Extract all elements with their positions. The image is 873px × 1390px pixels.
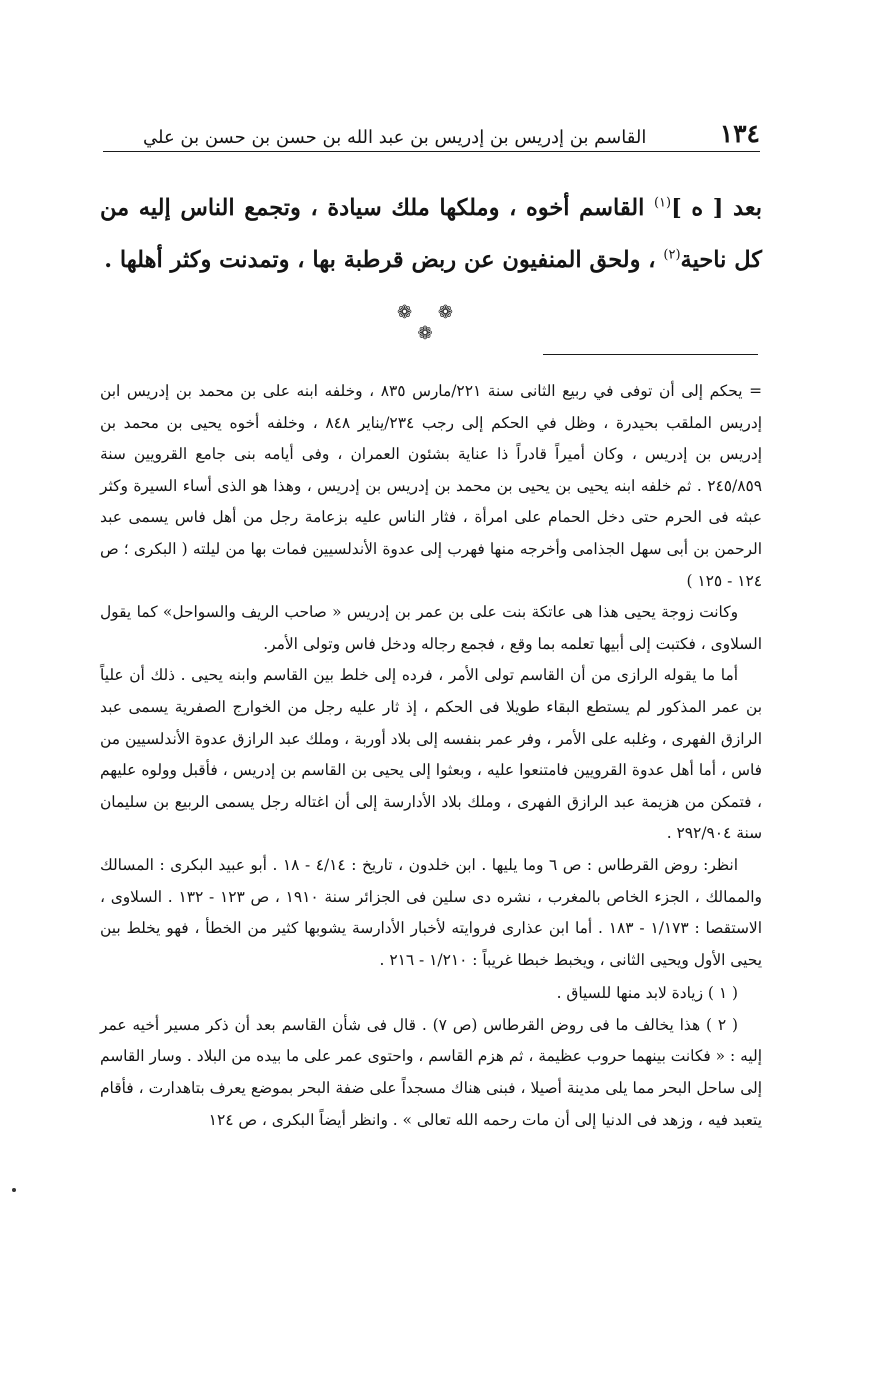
footnote-continuation-1: = يحكم إلى أن توفى في ربيع الثانى سنة ٢٢١/مارس ٨٣٥ ، وخلفه ابنه على بن محمد بن إدريس ابن إدريس الملقب بحيدرة ، وظل في الحكم إلى رجب ٢٣٤/يناير ٨٤٨ ، وخلفه أخوه يحيى بن محمد بن إدريس بن إدريس ، وكان أميراً قادراً ذا عناية بشئون العمران ، وفى أيامه بنى جامع القرويين سنة ٢٤٥/٨٥٩ . ثم خلفه ابنه يحيى بن يحيى بن محمد بن إدريس بن إدريس ، وهذا هو الذى أساء السيرة وكثر عبثه فى الحرم حتى دخل الحمام على امرأة ، فثار الناس عليه بزعامة رجل من أهل فاس يسمى عبد الرحمن بن أبى سهل الجذامى وأخرجه منها فهرب إلى عدوة الأندلسيين فمات بها من ليلته ( البكرى ؛ ص ١٢٤ - ١٢٥ ) xyxy=(100,382,762,590)
page-number: ١٣٤ xyxy=(719,119,760,148)
main-text-before: بعد [ ه ] xyxy=(671,195,762,221)
footnote-ref-1: (١) xyxy=(653,195,672,211)
footnote-2: ( ٢ ) هذا يخالف ما فى روض القرطاس (ص ٧) . قال فى شأن القاسم بعد أن ذكر مسير أخيه عمر إليه : « فكانت بينهما حروب عظيمة ، ثم هزم القاسم ، واحتوى عمر على ما بيده من البلاد . وسار القاسم إلى ساحل البحر مما يلى مدينة أصيلا ، فبنى هناك مسجداً على ضفة البحر بموضع يعرف بتاهدارت ، فأقام يتعبد فيه ، وزهد فى الدنيا إلى أن مات رحمه الله تعالى » . وانظر أيضاً البكرى ، ص ١٢٤ xyxy=(100,1015,762,1129)
main-text xyxy=(100,182,762,286)
page-header xyxy=(103,114,760,148)
section-ornament: ❁ ❁ ❁ xyxy=(397,302,463,344)
running-title: القاسم بن إدريس بن إدريس بن عبد الله بن حسن بن حسن بن علي xyxy=(143,127,647,148)
footnote-references: انظر: روض القرطاس : ص ٦ وما يليها . ابن خلدون ، تاريخ : ٤/١٤ - ١٨ . أبو عبيد البكرى : المسالك والممالك ، الجزء الخاص بالمغرب ، نشره دى سلين فى الجزائر سنة ١٩١٠ ، ص ١٢٣ - ١٣٢ . السلاوى ، الاستقصا : ١/١٧٣ - ١٨٣ . أما ابن عذارى فروايته لأخبار الأدارسة يشوبها كثير من الخطأ ، فهو يخلط بين يحيى الأول ويحيى الثانى ، ويخبط خبطا غريباً : ١/٢١٠ - ٢١٦ . xyxy=(100,855,762,969)
margin-speck xyxy=(12,1188,16,1192)
footnote-continuation-3: أما ما يقوله الرازى من أن القاسم تولى الأمر ، فرده إلى خلط بين القاسم وابنه يحيى . ذلك أن علياً بن عمر المذكور لم يستطع البقاء طويلا فى الحكم ، إذ ثار عليه رجل من الخوارج الصفرية يسمى عبد الرازق الفهرى ، وغلبه على الأمر ، وفر عمر بنفسه إلى بلاد أوربة ، وملك عبد الرازق عدوة الأندلسيين من فاس ، أما أهل عدوة القرويين فامتنعوا عليه ، وبعثوا إلى يحيى بن القاسم بن إدريس ، فأقبل وولوه عليهم ، فتمكن من هزيمة عبد الرازق الفهرى ، وملك بلاد الأدارسة إلى أن اغتاله رجل يسمى الربيع بن سليمان سنة ٢٩٢/٩٠٤ . xyxy=(100,666,762,843)
header-rule xyxy=(103,151,760,152)
footnote-ref-2: (٢) xyxy=(663,247,681,263)
main-text-middle: القاسم أخوه ، وملكها ملك سيادة ، وتجمع الناس إليه من كل ناحية xyxy=(100,195,762,273)
footnote-rule xyxy=(543,354,758,355)
main-paragraph xyxy=(100,182,762,286)
footnotes xyxy=(100,376,762,1136)
footnote-1: ( ١ ) زيادة لابد منها للسياق . xyxy=(556,984,738,1003)
footnote-continuation-2: وكانت زوجة يحيى هذا هى عاتكة بنت على بن عمر بن إدريس « صاحب الريف والسواحل» كما يقول السلاوى ، فكتبت إلى أبيها تعلمه بما وقع ، فجمع رجاله ودخل فاس وتولى الأمر. xyxy=(100,603,762,653)
main-text-after: ، ولحق المنفيون عن ربض قرطبة بها ، وتمدنت وكثر أهلها . xyxy=(104,247,664,273)
